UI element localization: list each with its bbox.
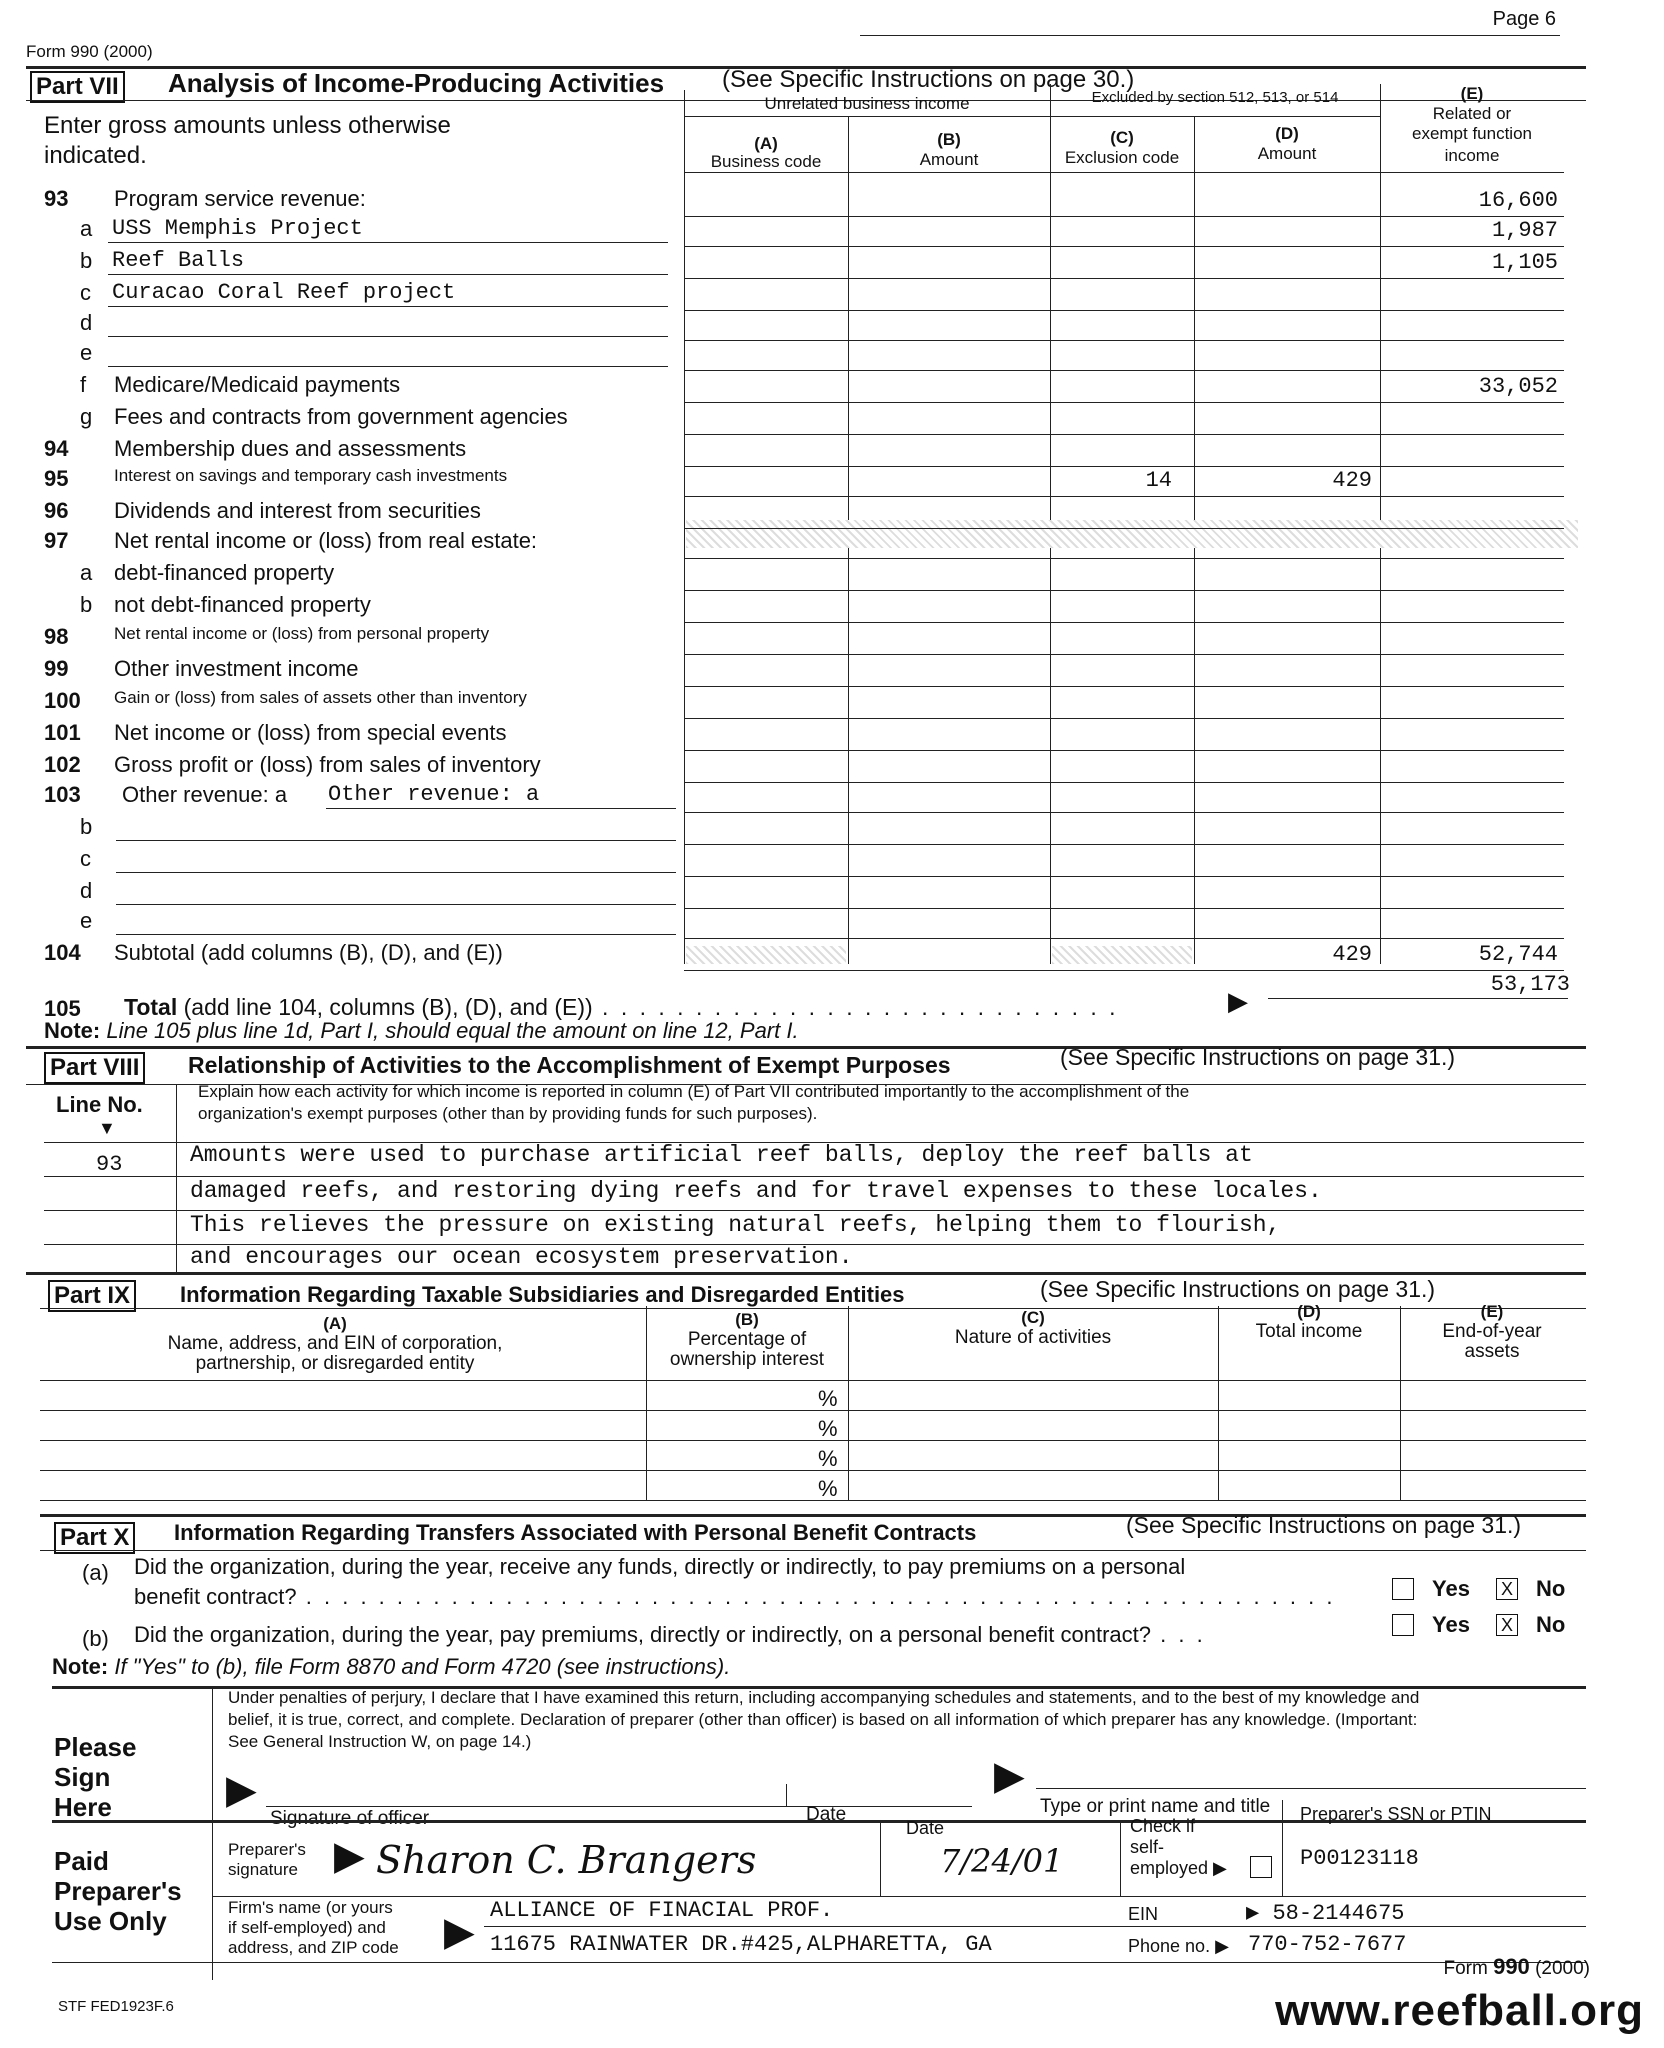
fill-in-line [116, 934, 676, 935]
hdr-d: Amount [1257, 144, 1317, 163]
fill-in-line [108, 336, 668, 337]
line-description: Reef Balls [112, 248, 245, 273]
related-income-amount: 1,987 [1491, 218, 1558, 243]
preparer-signature: Sharon C. Brangers [376, 1838, 757, 1882]
line-letter: a [80, 216, 93, 241]
row-rule [684, 216, 1564, 217]
row-rule [684, 310, 1564, 311]
p9-col-b-letter: (B) [735, 1310, 759, 1329]
row-rule [684, 782, 1564, 783]
line-letter: c [80, 846, 91, 871]
line-number: 96 [44, 498, 69, 523]
part10-qa-2: benefit contract? [134, 1584, 297, 1609]
fill-in-line [108, 366, 668, 367]
row-rule [684, 370, 1564, 371]
p9-col-a-2: partnership, or disregarded entity [195, 1353, 475, 1374]
ein-value: ▶ 58-2144675 [1246, 1901, 1405, 1926]
line-letter: b [80, 592, 93, 617]
row-rule [684, 466, 1564, 467]
row-rule [684, 908, 1564, 909]
shaded-row-97 [686, 520, 1578, 548]
related-income-amount: 52,744 [1478, 942, 1558, 967]
line-description: Net rental income or (loss) from real estate: [114, 528, 538, 553]
line-105-total-bold: Total [124, 994, 178, 1020]
shaded-cell-104a [686, 946, 846, 964]
row-rule [684, 402, 1564, 403]
line-description: Other investment income [114, 656, 359, 681]
prep-sig-label-1: Preparer's [228, 1840, 306, 1859]
hdr-c-letter: (C) [1110, 128, 1134, 147]
sign-please: Please [54, 1732, 137, 1762]
part10-qb: Did the organization, during the year, pay premiums, directly or indirectly, on a personal benefit contract? [134, 1622, 1152, 1647]
row-rule [684, 340, 1564, 341]
p9-col-d: Total income [1255, 1321, 1363, 1342]
ssn-value: P00123118 [1300, 1846, 1419, 1871]
part10-qb-letter: (b) [82, 1626, 109, 1651]
part7-note: Line 105 plus line 1d, Part I, should equal the amount on line 12, Part I. [106, 1018, 799, 1043]
related-income-amount: 33,052 [1478, 374, 1558, 399]
line-description: Other revenue: a [328, 782, 540, 807]
line-letter: d [80, 310, 93, 335]
line-description: Gain or (loss) from sales of assets other than inventory [114, 688, 527, 707]
prep-date-value: 7/24/01 [940, 1842, 1064, 1880]
line-letter: b [80, 248, 93, 273]
fill-in-line [116, 904, 676, 905]
p9-col-d-letter: (D) [1297, 1302, 1321, 1321]
footer-code: STF FED1923F.6 [58, 1998, 174, 2015]
line-description: Medicare/Medicaid payments [114, 372, 401, 397]
part8-arrow-icon: ▼ [98, 1118, 116, 1138]
part8-line-4: and encourages our ocean ecosystem preservation. [190, 1244, 853, 1270]
part10-qa-1: Did the organization, during the year, receive any funds, directly or indirectly, to pay premiums on a personal [134, 1554, 1186, 1579]
prep-sig-label-2: signature [228, 1860, 298, 1879]
row-rule [684, 718, 1564, 719]
line-105-value: 53,173 [1490, 972, 1570, 997]
line-description: Net income or (loss) from special events [114, 720, 507, 745]
firm-label-3: address, and ZIP code [228, 1938, 399, 1957]
part9-instructions: (See Specific Instructions on page 31.) [1040, 1276, 1436, 1302]
part7-instructions: (See Specific Instructions on page 30.) [722, 66, 1135, 93]
part9-title: Information Regarding Taxable Subsidiaries and Disregarded Entities [180, 1282, 905, 1307]
line-letter: g [80, 404, 93, 429]
hdr-b-letter: (B) [937, 130, 961, 149]
fill-in-line [326, 808, 676, 809]
related-income-amount: 16,600 [1478, 188, 1558, 213]
form-id: Form 990 (2000) [26, 42, 153, 61]
line-number: 100 [44, 688, 81, 713]
hdr-e-1: Related or [1432, 104, 1512, 123]
line-number: 102 [44, 752, 81, 777]
check-label-2: self- [1130, 1837, 1165, 1857]
line-number: 101 [44, 720, 81, 745]
qb-yes-checkbox[interactable] [1392, 1614, 1414, 1636]
hdr-excluded: Excluded by section 512, 513, or 514 [1091, 89, 1339, 106]
part8-line-no: 93 [96, 1152, 123, 1177]
part8-line-3: This relieves the pressure on existing natural reefs, helping them to flourish, [190, 1212, 1281, 1238]
phone-label: Phone no. ▶ [1128, 1936, 1229, 1956]
phone-value: 770-752-7677 [1248, 1932, 1407, 1957]
row-rule [684, 590, 1564, 591]
ein-label: EIN [1128, 1904, 1159, 1924]
line-number: 99 [44, 656, 69, 681]
line-105-num: 105 [44, 996, 81, 1021]
part8-line-no-hdr: Line No. [56, 1092, 143, 1117]
page-label: Page 6 [1492, 8, 1556, 30]
part8-line-2: damaged reefs, and restoring dying reefs and for travel expenses to these locales. [190, 1178, 1322, 1204]
line-description: Dividends and interest from securities [114, 498, 481, 523]
sign-sign: Sign [54, 1762, 111, 1792]
hdr-a: Business code [710, 152, 822, 171]
preparer-label: Preparer's [54, 1876, 182, 1906]
row-rule [684, 558, 1564, 559]
hdr-e-letter: (E) [1460, 84, 1484, 103]
footer-form-prefix: Form [1443, 1958, 1488, 1979]
row-rule [684, 970, 1564, 971]
row-rule [684, 622, 1564, 623]
part7-intro-2: indicated. [44, 142, 147, 169]
qa-yes-label: Yes [1432, 1576, 1470, 1601]
footer-form-num: 990 [1493, 1954, 1530, 1979]
hdr-a-letter: (A) [754, 134, 778, 153]
hdr-d-letter: (D) [1275, 124, 1299, 143]
p9-col-b-2: ownership interest [669, 1349, 825, 1370]
row-rule [684, 434, 1564, 435]
perjury-3: See General Instruction W, on page 14.) [228, 1732, 532, 1751]
row-rule [684, 844, 1564, 845]
row-rule [684, 654, 1564, 655]
perjury-2: belief, it is true, correct, and complete. Declaration of preparer (other than officer) is based on all information of which preparer has any knowledge. (Important: [228, 1710, 1418, 1729]
row-rule [684, 686, 1564, 687]
part9-label: Part IX [48, 1280, 136, 1312]
excluded-amount: 429 [1332, 942, 1372, 967]
firm-label-1: Firm's name (or yours [228, 1898, 393, 1917]
row-rule [684, 278, 1564, 279]
prep-date-label: Date [906, 1818, 945, 1838]
p9-pct-4: % [818, 1476, 838, 1501]
excluded-amount: 429 [1332, 468, 1372, 493]
p9-col-e-1: End-of-year [1442, 1321, 1542, 1342]
part7-label: Part VII [30, 71, 125, 103]
p9-pct-2: % [818, 1416, 838, 1441]
p9-col-a-1: Name, address, and EIN of corporation, [167, 1333, 503, 1354]
line-description: Program service revenue: [114, 186, 366, 211]
line-number: 98 [44, 624, 69, 649]
hdr-unrelated: Unrelated business income [764, 94, 970, 113]
line-description: Membership dues and assessments [114, 436, 467, 461]
row-rule [684, 750, 1564, 751]
qb-no-label: No [1536, 1612, 1566, 1637]
line-number: 94 [44, 436, 69, 461]
line-letter: b [80, 814, 93, 839]
hdr-b: Amount [919, 150, 979, 169]
line-letter: a [80, 560, 93, 585]
perjury-1: Under penalties of perjury, I declare that I have examined this return, including accompanying schedules and statements, and to the best of my knowledge and [228, 1688, 1420, 1707]
line-105-label: (add line 104, columns (B), (D), and (E)) [183, 994, 593, 1020]
footer-form-year: (2000) [1535, 1958, 1590, 1979]
row-rule [684, 812, 1564, 813]
firm-address: 11675 RAINWATER DR.#425,ALPHARETTA, GA [490, 1932, 992, 1957]
p9-pct-3: % [818, 1446, 838, 1471]
fill-in-line [108, 242, 668, 243]
firm-name: ALLIANCE OF FINACIAL PROF. [490, 1898, 834, 1923]
exclusion-code: 14 [1145, 468, 1172, 493]
hdr-c: Exclusion code [1064, 148, 1180, 167]
row-rule [684, 246, 1564, 247]
line-number: 95 [44, 466, 69, 491]
sig-officer-label: Signature of officer [270, 1808, 430, 1829]
fill-in-line [116, 872, 676, 873]
part10-note-bold: Note: [52, 1654, 109, 1679]
p9-col-b-1: Percentage of [687, 1329, 807, 1350]
part10-instructions: (See Specific Instructions on page 31.) [1126, 1512, 1522, 1538]
row-rule [684, 938, 1564, 939]
p9-col-e-letter: (E) [1480, 1302, 1504, 1321]
check-label-3: employed ▶ [1130, 1858, 1227, 1878]
hdr-e-3: income [1444, 146, 1500, 165]
line-number: 103 [44, 782, 81, 807]
row-rule [684, 528, 1564, 529]
p9-col-a-letter: (A) [323, 1314, 347, 1333]
fill-in-line [116, 840, 676, 841]
qa-no-checkbox[interactable]: X [1496, 1578, 1518, 1600]
p9-col-c-letter: (C) [1021, 1308, 1045, 1327]
type-name-label: Type or print name and title [1040, 1796, 1271, 1817]
ssn-label: Preparer's SSN or PTIN [1300, 1804, 1492, 1824]
hdr-e-2: exempt function [1411, 124, 1532, 143]
part7-intro-1: Enter gross amounts unless otherwise [44, 112, 451, 139]
line-number: 93 [44, 186, 69, 211]
self-employed-checkbox[interactable] [1250, 1856, 1272, 1878]
qb-yes-label: Yes [1432, 1612, 1470, 1637]
line-description: Subtotal (add columns (B), (D), and (E)) [114, 940, 503, 965]
related-income-amount: 1,105 [1491, 250, 1558, 275]
qa-yes-checkbox[interactable] [1392, 1578, 1414, 1600]
part10-label: Part X [54, 1522, 135, 1554]
firm-label-2: if self-employed) and [228, 1918, 386, 1937]
p9-pct-1: % [818, 1386, 838, 1411]
part8-explain-2: organization's exempt purposes (other than by providing funds for such purposes). [198, 1104, 818, 1123]
shaded-cell-104c [1052, 946, 1192, 964]
part7-note-bold: Note: [44, 1018, 101, 1043]
qa-no-label: No [1536, 1576, 1566, 1601]
part8-label: Part VIII [44, 1052, 145, 1084]
use-only-label: Use Only [54, 1906, 167, 1936]
part7-title: Analysis of Income-Producing Activities [168, 68, 665, 98]
p9-col-e-2: assets [1464, 1341, 1520, 1362]
line-number: 97 [44, 528, 69, 553]
part8-title: Relationship of Activities to the Accomplishment of Exempt Purposes [188, 1052, 951, 1078]
sign-here: Here [54, 1792, 112, 1822]
qb-no-checkbox[interactable]: X [1496, 1614, 1518, 1636]
line-description: Other revenue: a [122, 782, 288, 807]
line-description: Interest on savings and temporary cash investments [114, 466, 508, 485]
line-letter: e [80, 340, 93, 365]
line-number: 104 [44, 940, 81, 965]
line-description: Gross profit or (loss) from sales of inventory [114, 752, 541, 777]
website-link[interactable]: www.reefball.org [1275, 1986, 1644, 2035]
line-description: not debt-financed property [114, 592, 371, 617]
check-label-1: Check if [1130, 1816, 1196, 1836]
sign-date-label: Date [806, 1804, 847, 1825]
row-rule [684, 496, 1564, 497]
line-letter: e [80, 908, 93, 933]
part10-note: If "Yes" to (b), file Form 8870 and Form 4720 (see instructions). [114, 1654, 731, 1679]
fill-in-line [108, 306, 668, 307]
part8-line-1: Amounts were used to purchase artificial reef balls, deploy the reef balls at [190, 1142, 1253, 1168]
p9-col-c: Nature of activities [954, 1327, 1112, 1348]
fill-in-line [108, 274, 668, 275]
part10-title: Information Regarding Transfers Associated with Personal Benefit Contracts [174, 1520, 977, 1545]
line-description: Fees and contracts from government agencies [114, 404, 568, 429]
line-letter: d [80, 878, 93, 903]
line-description: USS Memphis Project [112, 216, 363, 241]
paid-label: Paid [54, 1846, 109, 1876]
line-letter: f [80, 372, 87, 397]
row-rule [684, 876, 1564, 877]
part10-qa-letter: (a) [82, 1560, 109, 1585]
line-letter: c [80, 280, 91, 305]
line-description: Curacao Coral Reef project [112, 280, 456, 305]
line-description: debt-financed property [114, 560, 335, 585]
part8-explain-1: Explain how each activity for which income is reported in column (E) of Part VII contributed importantly to the accomplishment of the [198, 1082, 1190, 1101]
line-description: Net rental income or (loss) from personal property [114, 624, 490, 643]
part8-instructions: (See Specific Instructions on page 31.) [1060, 1044, 1456, 1070]
